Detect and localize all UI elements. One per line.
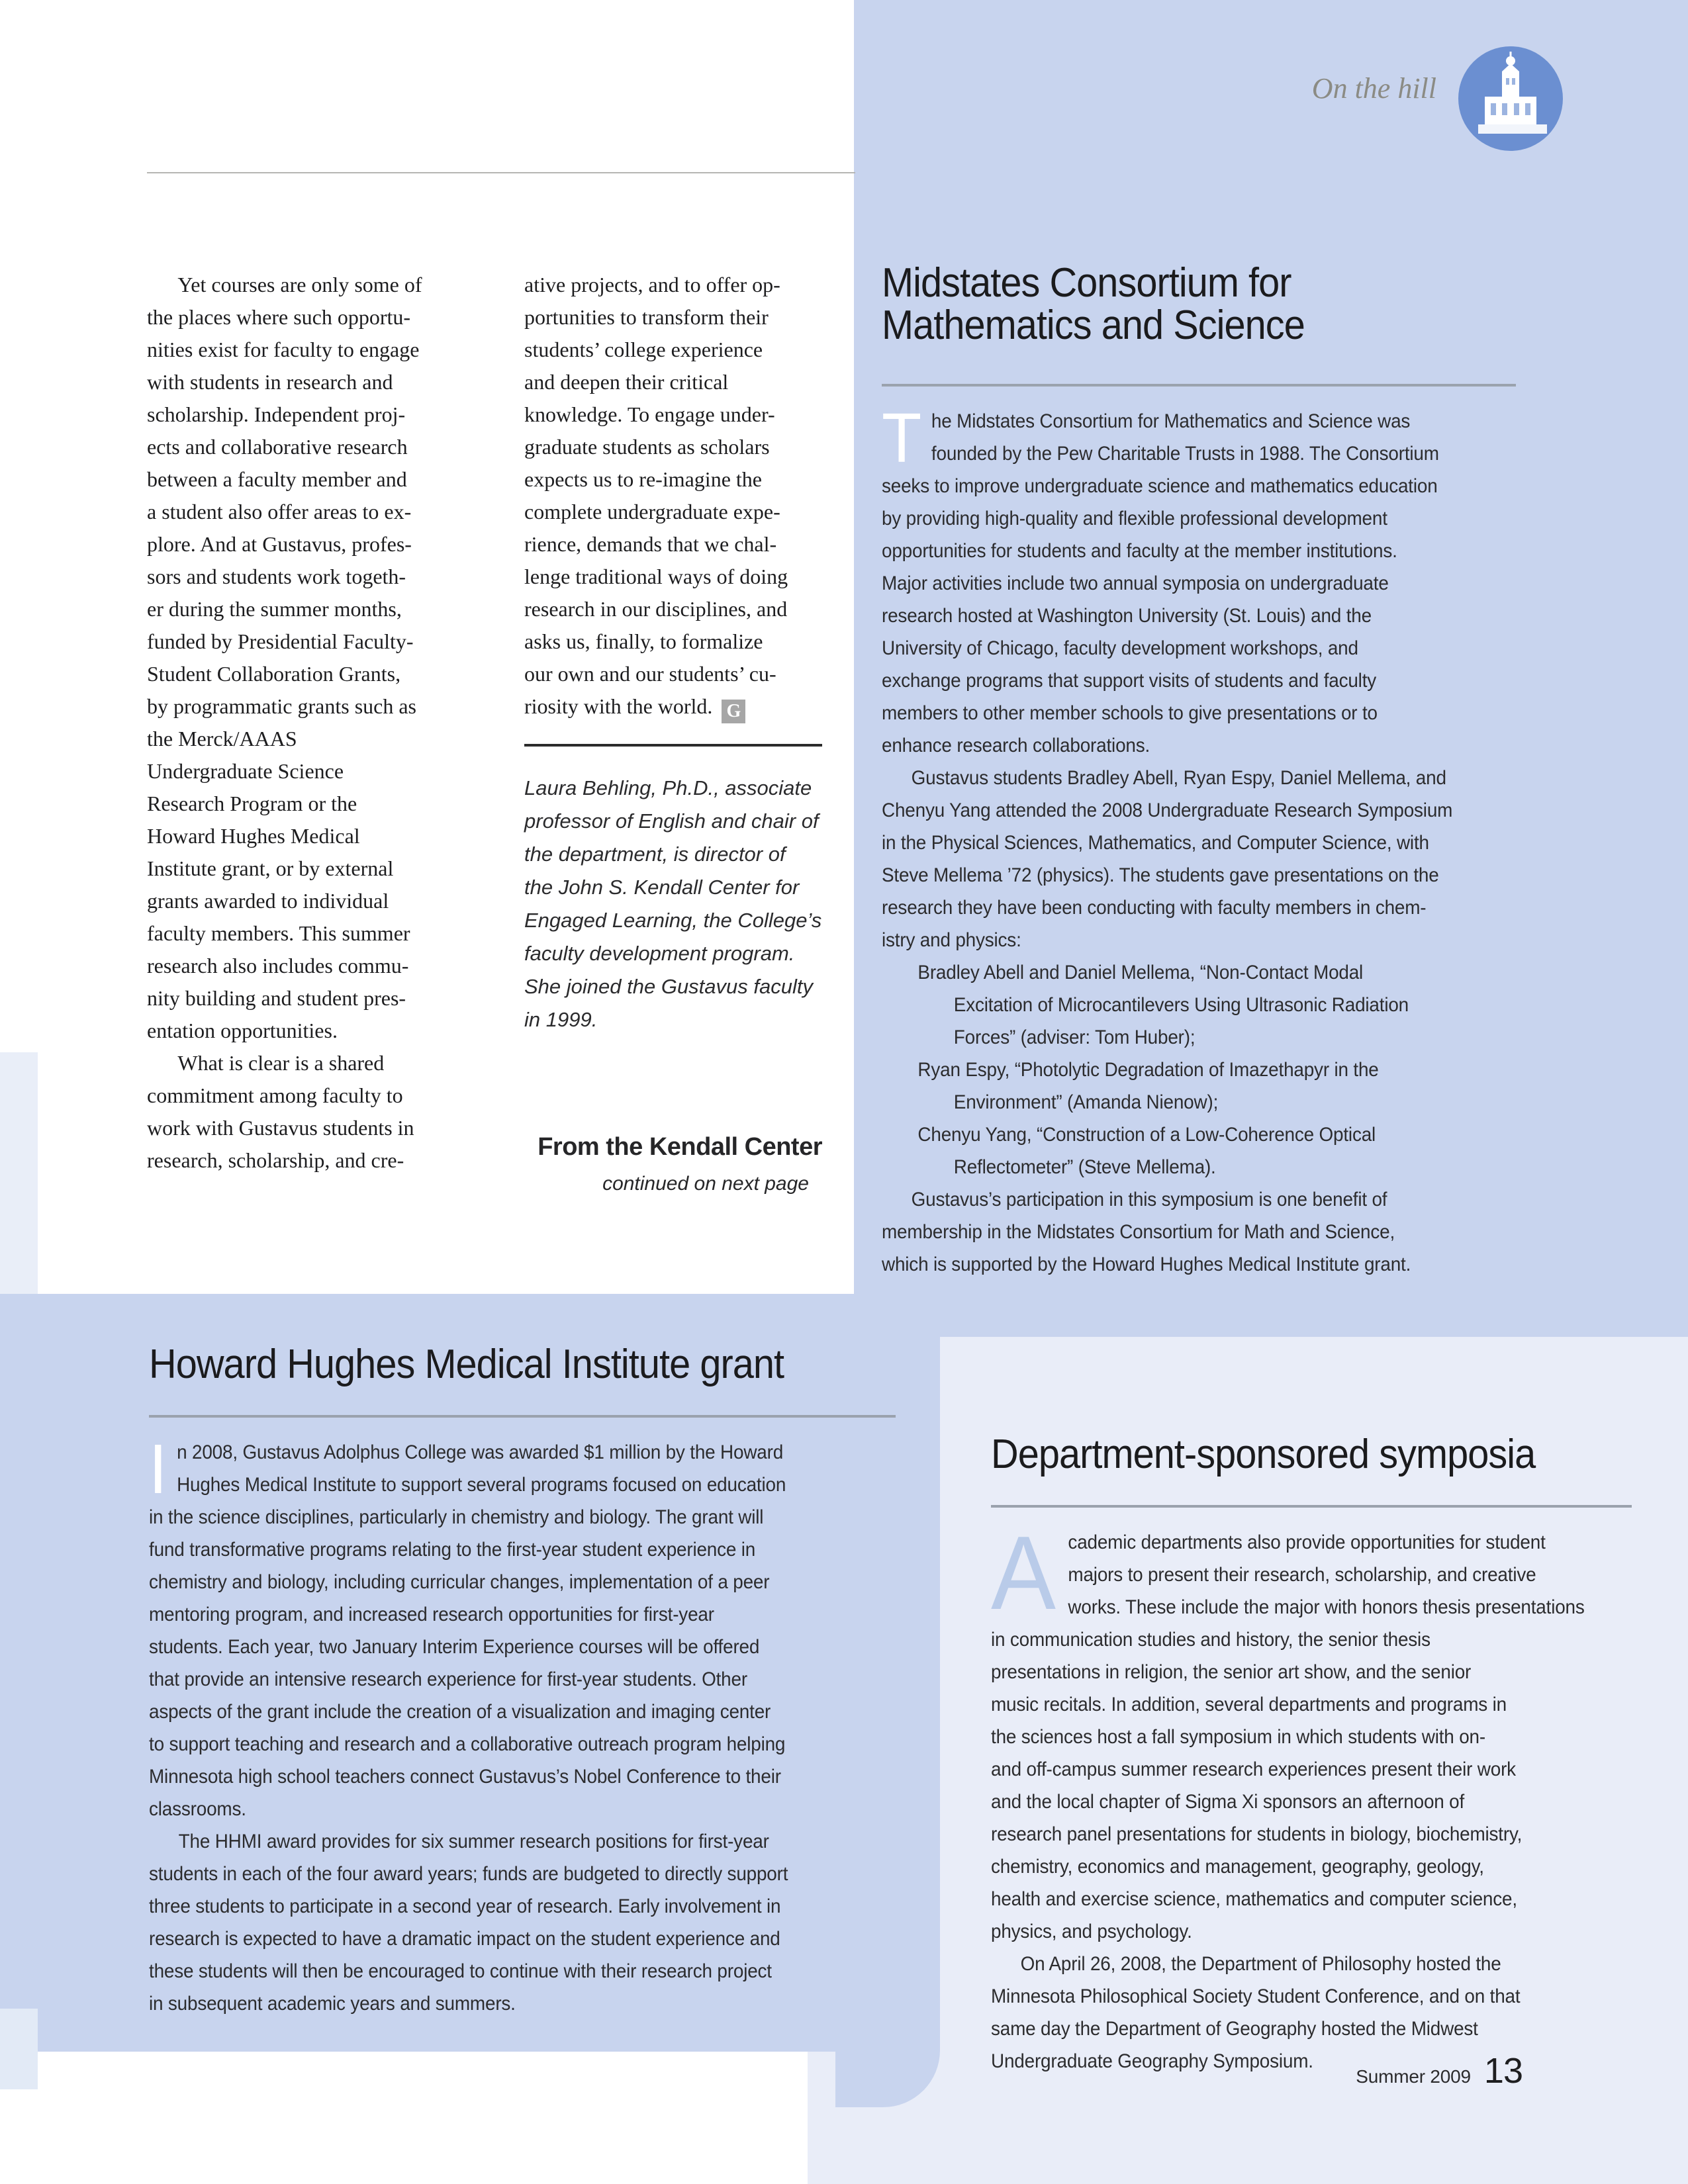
continued-note: continued on next page xyxy=(602,1173,809,1195)
dept-title-rule xyxy=(991,1505,1632,1508)
page-footer xyxy=(1356,2050,1523,2091)
paragraph-text: he Midstates Consortium for Mathematics and Science was founded by the Pew Charitable Trusts in 1988. The Consortium seeks to improve undergraduate science and mathematics education by providing high-quality and flexible professional development opportunities for students and faculty at the member institutions. Major activities include two annual symposia on undergraduate research hosted at Washington University (St. Louis) and the University of Chicago, faculty development workshops, and exchange programs that support visits of students and faculty members to other member schools to give presentations or to enhance research collaborations. xyxy=(882,410,1439,756)
kendall-center-heading: From the Kendall Center xyxy=(538,1133,822,1161)
drop-cap: A xyxy=(991,1515,1056,1631)
hhmi-title-rule xyxy=(149,1415,896,1418)
dept-section-body xyxy=(991,1515,1638,2077)
left-edge-accent-strip-bottom xyxy=(0,2009,38,2089)
article-paragraph: Yet courses are only some of the places where such opportu- nities exist for faculty to engage with students in research and scholarship. Independent proj- ects and collaborative research between a faculty member and a student also offer areas to ex- plore. And at Gustavus, profes- sors and students work togeth- er during the summer months, funded by Presidential Faculty- Student Collaboration Grants, by programmatic grants such as the Merck/AAAS Undergraduate Science Research Program or the Howard Hughes Medical Institute grant, or by external grants awarded to individual faculty members. This summer research also includes commu- nity building and student pres- entation opportunities. xyxy=(147,273,422,1042)
midstates-title-rule xyxy=(882,384,1516,387)
left-edge-accent-strip xyxy=(0,1052,38,1294)
paragraph xyxy=(882,399,1531,762)
paragraph xyxy=(149,1430,906,1825)
college-logo xyxy=(1458,46,1563,151)
drop-cap: T xyxy=(882,399,922,477)
article-column-1 xyxy=(147,269,510,1177)
footer-page-number: 13 xyxy=(1483,2051,1523,2091)
hhmi-section-title: Howard Hughes Medical Institute grant xyxy=(149,1342,784,1387)
article-text: ative projects, and to offer op- portunities to transform their students’ college experience and deepen their critical knowledge. To engage under- graduate students as scholars expects us to re-imagine the complete undergraduate expe- rience, demands that we chal- lenge traditional ways of doing research in our disciplines, and asks us, finally, to formalize our own and our students’ cu- riosity with the world. xyxy=(524,273,788,718)
old-main-tower-icon xyxy=(1458,46,1563,151)
symposium-list-item: Chenyu Yang, “Construction of a Low-Coherence Optical Reflectometer” (Steve Mellema). xyxy=(917,1124,1376,1178)
bio-divider xyxy=(524,744,822,747)
article-column-2 xyxy=(524,269,823,723)
g-endmark: G xyxy=(722,700,745,723)
author-bio-note: Laura Behling, Ph.D., associate professor of English and chair of the department, is director of the John S. Kendall Center for Engaged Learning, the College’s faculty development program. She joined the Gustavus faculty in 1999. xyxy=(524,776,822,1031)
footer-season: Summer 2009 xyxy=(1356,2066,1471,2087)
midstates-section-title: Midstates Consortium for Mathematics and Science xyxy=(882,260,1305,348)
paragraph-text: n 2008, Gustavus Adolphus College was awarded $1 million by the Howard Hughes Medical Institute to support several programs focused on education in the science disciplines, particularly in chemistry and biology. The grant will fund transformative programs relating to the first-year student experience in chemistry and biology, including curricular changes, implementation of a peer mentoring program, and increased research opportunities for first-year students. Each year, two January Interim Experience courses will be offered that provide an intensive research experience for first-year students. Other aspects of the grant include the creation of a visualization and imaging center to support teaching and research and a collaborative outreach program helping Minnesota high school teachers connect Gustavus’s Nobel Conference to their classrooms. xyxy=(149,1441,786,1820)
hhmi-section-body xyxy=(149,1430,906,2020)
paragraph: The HHMI award provides for six summer research positions for first-year students in each of the four award years; funds are budgeted to directly support three students to participate in a second year of research. Early involvement in research is expected to have a dramatic impact on the student experience and these students will then be encouraged to continue with their research project in subsequent academic years and summers. xyxy=(149,1831,788,2015)
paragraph-text: cademic departments also provide opportunities for student majors to present their research, scholarship, and creative works. These include the major with honors thesis presentations in communication studies and history, the senior thesis presentations in religion, the senior art show, and the senior music recitals. In addition, several departments and programs in the sciences host a fall symposium in which students with on- and off-campus summer research experiences present their work and the local chapter of Sigma Xi sponsors an afternoon of research panel presentations for students in biology, biochemistry, chemistry, economics and management, geography, geology, health and exercise science, mathematics and computer science, physics, and psychology. xyxy=(991,1531,1585,1942)
paragraph: Gustavus’s participation in this symposium is one benefit of membership in the Midstates Consortium for Math and Science, which is supported by the Howard Hughes Medical Institute grant. xyxy=(882,1189,1411,1275)
symposium-list-item: Bradley Abell and Daniel Mellema, “Non-Contact Modal Excitation of Microcantilevers Using Ultrasonic Radiation Forces” (adviser: Tom Huber); xyxy=(917,962,1409,1048)
paragraph: On April 26, 2008, the Department of Philosophy hosted the Minnesota Philosophical Society Student Conference, and on that same day the Department of Geography hosted the Midwest Undergraduate Geography Symposium. xyxy=(991,1953,1521,2072)
midstates-section-body xyxy=(882,399,1531,1281)
paragraph: Gustavus students Bradley Abell, Ryan Espy, Daniel Mellema, and Chenyu Yang attended the 2008 Undergraduate Research Symposium in the Physical Sciences, Mathematics, and Computer Science, with Steve Mellema ’72 (physics). The students gave presentations on the research they have been conducting with faculty members in chem- istry and physics: xyxy=(882,767,1453,951)
symposium-list-item: Ryan Espy, “Photolytic Degradation of Imazethapyr in the Environment” (Amanda Nienow); xyxy=(917,1059,1379,1113)
article-paragraph xyxy=(524,269,823,723)
header-divider xyxy=(147,172,855,173)
dept-section-title: Department-sponsored symposia xyxy=(991,1432,1536,1477)
article-paragraph: What is clear is a shared commitment among faculty to work with Gustavus students in research, scholarship, and cre- xyxy=(147,1051,414,1172)
masthead-title: On the hill xyxy=(1311,72,1436,105)
paragraph xyxy=(991,1515,1638,1948)
drop-cap: I xyxy=(149,1430,167,1508)
